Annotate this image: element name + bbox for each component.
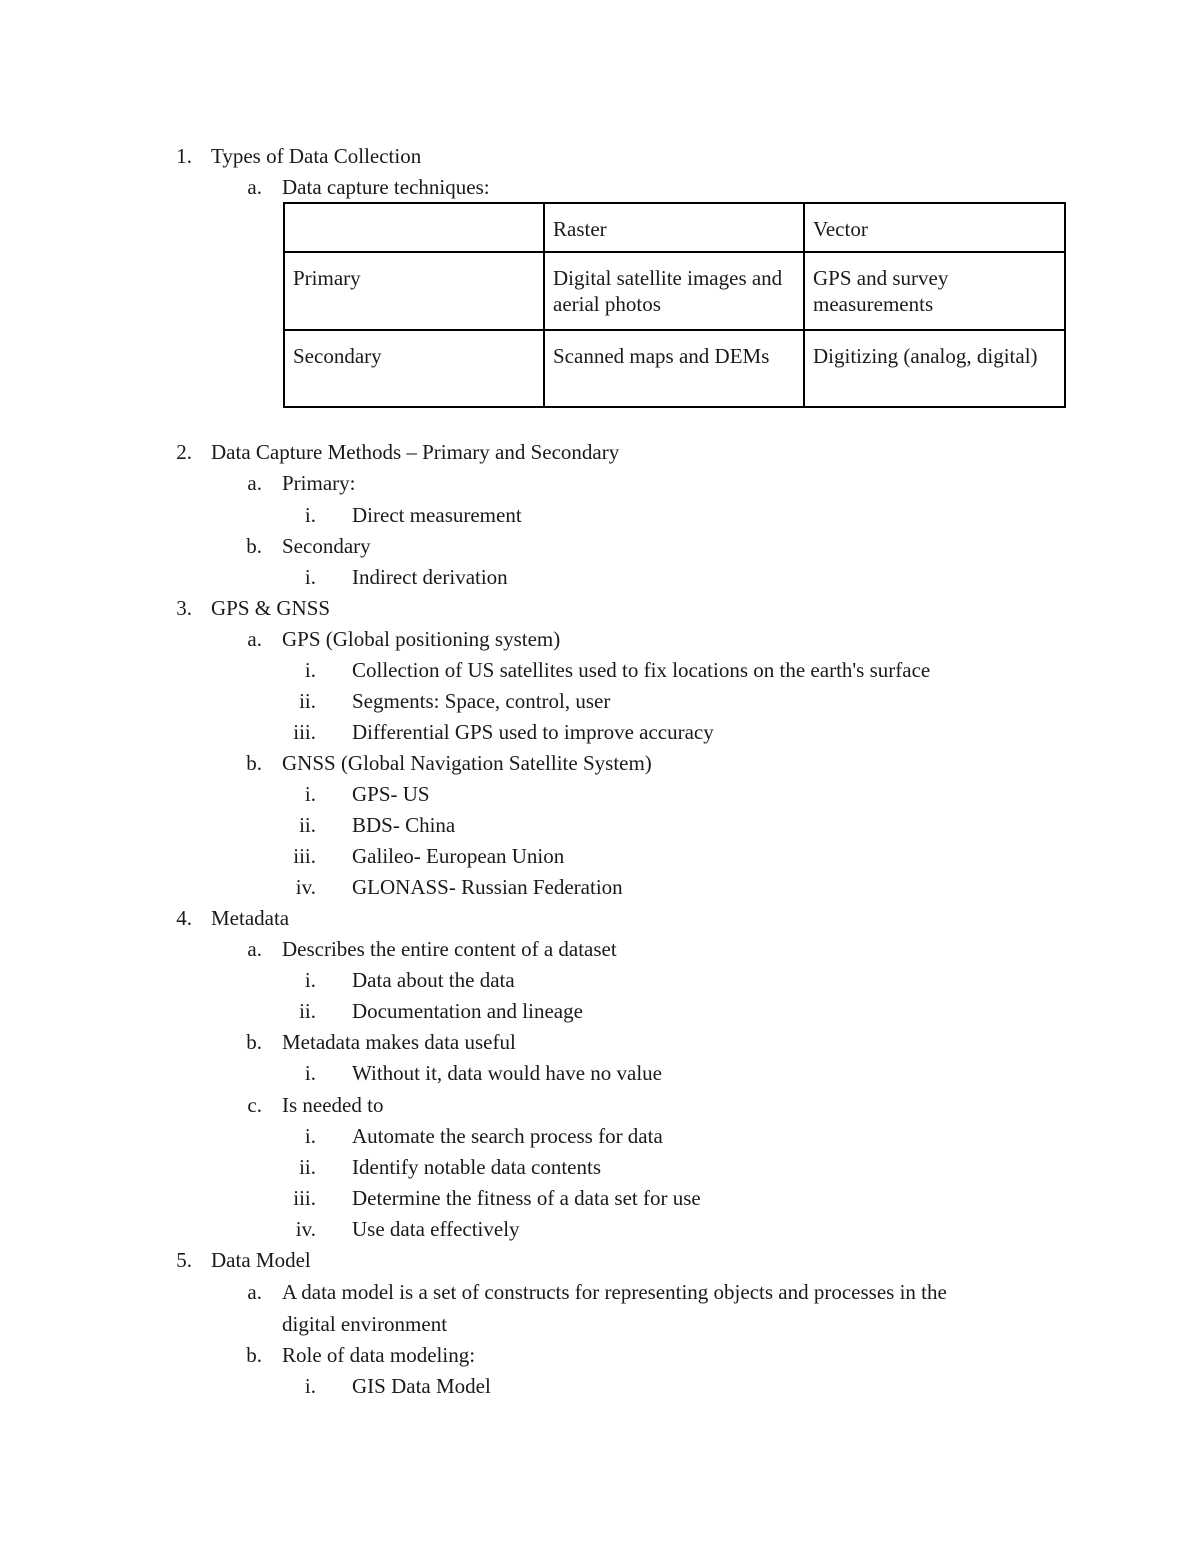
list-roman: ii.	[299, 813, 316, 837]
list-roman: i.	[304, 782, 316, 806]
list-roman: iv.	[295, 1217, 316, 1241]
list-roman: ii.	[299, 999, 316, 1023]
list-number: 1.	[176, 144, 192, 168]
list-item: Describes the entire content of a dataset	[282, 937, 617, 961]
section-heading: GPS & GNSS	[211, 596, 331, 620]
list-subitem: Differential GPS used to improve accuracy	[352, 720, 714, 744]
list-subitem: Determine the fitness of a data set for use	[352, 1186, 701, 1210]
table-cell: Digitizing (analog, digital)	[804, 330, 1065, 407]
table-row	[284, 330, 1065, 407]
list-roman: i.	[304, 1374, 316, 1398]
table-row-label: Primary	[284, 252, 544, 330]
list-letter: a.	[247, 471, 262, 495]
table-header-raster: Raster	[544, 203, 804, 252]
list-letter: b.	[246, 751, 262, 775]
table-header-vector: Vector	[804, 203, 1065, 252]
table-cell: GPS and survey measurements	[804, 252, 1065, 330]
list-letter: c.	[247, 1093, 262, 1117]
list-subitem: Without it, data would have no value	[352, 1061, 662, 1085]
list-subitem: GLONASS- Russian Federation	[352, 875, 623, 899]
list-item: A data model is a set of constructs for representing objects and processes in the	[282, 1280, 947, 1304]
section-heading: Data Model	[211, 1248, 311, 1272]
table-cell: Scanned maps and DEMs	[544, 330, 804, 407]
list-roman: i.	[304, 503, 316, 527]
list-letter: b.	[246, 534, 262, 558]
list-roman: i.	[304, 1061, 316, 1085]
list-item: Primary:	[282, 471, 356, 495]
list-number: 4.	[176, 906, 192, 930]
list-roman: iii.	[293, 1186, 316, 1210]
list-letter: a.	[247, 937, 262, 961]
list-item: GPS (Global positioning system)	[282, 627, 561, 651]
table-header-row	[284, 203, 1065, 252]
section-heading: Data Capture Methods – Primary and Secondary	[211, 440, 620, 464]
list-item: Metadata makes data useful	[282, 1030, 516, 1054]
list-item: Role of data modeling:	[282, 1343, 476, 1367]
list-subitem: Identify notable data contents	[352, 1155, 601, 1179]
list-roman: iii.	[293, 720, 316, 744]
list-roman: iv.	[295, 875, 316, 899]
list-subitem: Galileo- European Union	[352, 844, 565, 868]
table-row-label: Secondary	[284, 330, 544, 407]
list-roman: ii.	[299, 1155, 316, 1179]
table-row	[284, 252, 1065, 330]
data-capture-table	[283, 202, 1066, 408]
list-letter: b.	[246, 1030, 262, 1054]
list-letter: a.	[247, 175, 262, 199]
list-subitem: Data about the data	[352, 968, 515, 992]
list-subitem: Collection of US satellites used to fix locations on the earth's surface	[352, 658, 931, 682]
list-roman: iii.	[293, 844, 316, 868]
list-subitem: Indirect derivation	[352, 565, 508, 589]
list-item: Secondary	[282, 534, 371, 558]
list-roman: i.	[304, 968, 316, 992]
list-letter: b.	[246, 1343, 262, 1367]
list-roman: i.	[304, 658, 316, 682]
list-roman: i.	[304, 565, 316, 589]
list-subitem: Segments: Space, control, user	[352, 689, 611, 713]
section-heading: Types of Data Collection	[211, 144, 422, 168]
list-subitem: BDS- China	[352, 813, 456, 837]
list-subitem: Direct measurement	[352, 503, 522, 527]
list-roman: ii.	[299, 689, 316, 713]
section-heading: Metadata	[211, 906, 290, 930]
list-subitem: Use data effectively	[352, 1217, 520, 1241]
list-subitem: Documentation and lineage	[352, 999, 583, 1023]
list-item: GNSS (Global Navigation Satellite System)	[282, 751, 652, 775]
list-subitem: Automate the search process for data	[352, 1124, 663, 1148]
list-subitem: GPS- US	[352, 782, 430, 806]
list-number: 3.	[176, 596, 192, 620]
list-item: Is needed to	[282, 1093, 384, 1117]
list-item-continuation: digital environment	[282, 1312, 448, 1336]
table-cell	[284, 203, 544, 252]
list-subitem: GIS Data Model	[352, 1374, 491, 1398]
table-cell: Digital satellite images and aerial photos	[544, 252, 804, 330]
list-number: 2.	[176, 440, 192, 464]
list-letter: a.	[247, 1280, 262, 1304]
list-letter: a.	[247, 627, 262, 651]
list-number: 5.	[176, 1248, 192, 1272]
list-item: Data capture techniques:	[282, 175, 490, 199]
list-roman: i.	[304, 1124, 316, 1148]
